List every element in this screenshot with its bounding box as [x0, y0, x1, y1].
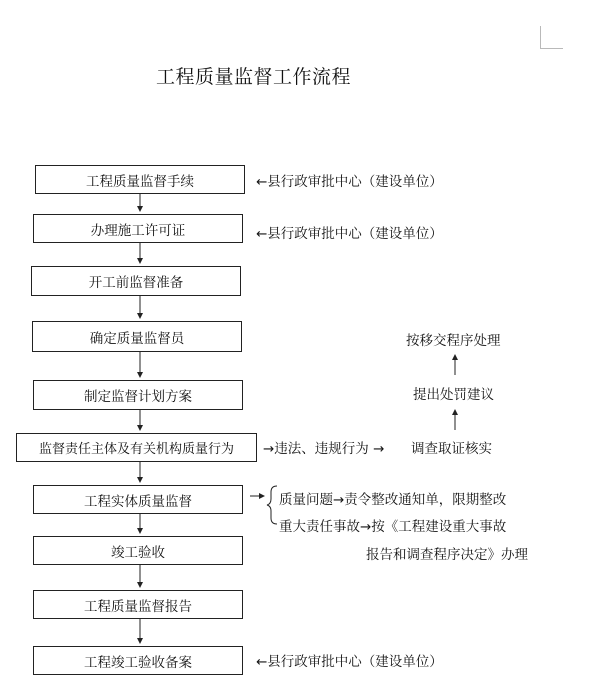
- step-box: 工程竣工验收备案: [33, 646, 243, 675]
- step-box: 竣工验收: [33, 536, 243, 565]
- step-box: 确定质量监督员: [32, 321, 242, 352]
- approval-center-note: ←县行政审批中心（建设单位）: [256, 226, 443, 242]
- step-box: 工程质量监督手续: [35, 165, 245, 194]
- step-box: 监督责任主体及有关机构质量行为: [16, 433, 257, 462]
- step-box: 制定监督计划方案: [33, 380, 243, 410]
- quality-issue-note: 质量问题→责令整改通知单，限期整改: [279, 492, 507, 508]
- major-accident-note: 重大责任事故→按《工程建设重大事故: [279, 519, 507, 535]
- step-box: 办理施工许可证: [33, 214, 243, 243]
- step-box: 工程质量监督报告: [33, 590, 243, 619]
- investigation-note: 调查取证核实: [411, 441, 492, 457]
- penalty-suggestion-note: 提出处罚建议: [413, 387, 494, 403]
- transfer-procedure-note: 按移交程序处理: [406, 333, 501, 349]
- page-title: 工程质量监督工作流程: [156, 66, 352, 88]
- approval-center-note: ←县行政审批中心（建设单位）: [256, 654, 443, 670]
- step-box: 开工前监督准备: [31, 266, 241, 296]
- approval-center-note: ←县行政审批中心（建设单位）: [256, 174, 443, 190]
- curly-brace: [267, 486, 277, 524]
- violation-note: →违法、违规行为 →: [263, 441, 385, 457]
- major-accident-note-continued: 报告和调查程序决定》办理: [366, 547, 528, 563]
- step-box: 工程实体质量监督: [33, 485, 243, 514]
